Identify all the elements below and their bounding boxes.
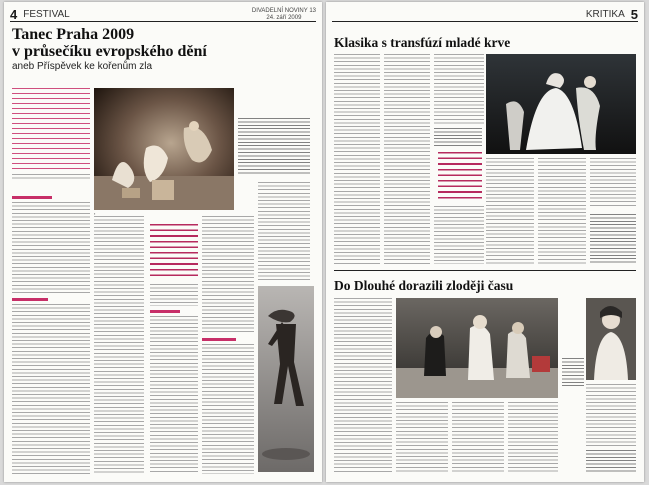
photo-caption bbox=[238, 118, 310, 176]
theatre-photo-art bbox=[396, 298, 558, 398]
body-column-5b bbox=[586, 384, 636, 446]
lead-paragraph bbox=[12, 88, 90, 170]
left-page bbox=[4, 2, 322, 482]
body-column-6a bbox=[590, 158, 636, 208]
stage-photo bbox=[94, 88, 234, 210]
subheading-bar bbox=[12, 196, 52, 199]
body-column-4 bbox=[486, 158, 534, 264]
ballet-photo-art bbox=[486, 54, 636, 154]
stage-photo-art bbox=[94, 88, 234, 210]
article-divider bbox=[334, 270, 636, 271]
body-column-2b bbox=[396, 402, 448, 474]
dancer-photo-art bbox=[258, 286, 314, 472]
credits-box bbox=[590, 214, 636, 264]
actor-photo-art bbox=[586, 298, 636, 380]
body-column-2 bbox=[94, 216, 144, 474]
left-page-header bbox=[10, 8, 316, 22]
photo-caption bbox=[562, 358, 584, 388]
masthead-title: DIVADELNÍ NOVINY 13 bbox=[251, 8, 316, 14]
subheading-bar bbox=[150, 310, 180, 313]
body-column-1b bbox=[334, 298, 392, 474]
body-column-3b bbox=[434, 206, 484, 264]
body-column-3a bbox=[150, 284, 198, 306]
body-column-4b bbox=[202, 344, 254, 474]
credits-box bbox=[586, 450, 636, 474]
subheadline: aneb Příspěvek ke kořenům zla bbox=[12, 61, 153, 72]
right-page bbox=[326, 2, 644, 482]
body-column-3b bbox=[150, 316, 198, 474]
body-column-5 bbox=[538, 158, 586, 264]
headline-line-2: v průsečíku evropského dění bbox=[12, 43, 207, 60]
section-label: FESTIVAL bbox=[23, 9, 70, 20]
body-column-1 bbox=[334, 54, 380, 264]
pull-quote bbox=[438, 152, 482, 202]
article-headline-top: Klasika s transfúzí mladé krve bbox=[334, 35, 511, 50]
body-column-5a bbox=[258, 182, 310, 282]
photo-caption bbox=[434, 128, 482, 146]
page-number: 5 bbox=[630, 7, 638, 22]
page-number: 4 bbox=[10, 7, 18, 22]
body-column-1a bbox=[12, 202, 90, 294]
right-page-header bbox=[332, 8, 638, 22]
body-column-4a bbox=[202, 216, 254, 334]
theatre-photo bbox=[396, 298, 558, 398]
subheading-bar bbox=[12, 298, 48, 301]
body-column-1b bbox=[12, 304, 90, 474]
actor-photo bbox=[586, 298, 636, 380]
body-column-3a bbox=[434, 54, 484, 124]
newspaper-spread bbox=[4, 2, 645, 482]
body-column-4b bbox=[508, 402, 558, 474]
body-column-2 bbox=[384, 54, 430, 264]
pull-quote bbox=[150, 224, 198, 278]
dancer-photo bbox=[258, 286, 314, 472]
main-headline bbox=[12, 27, 312, 72]
article-headline-bottom: Do Dlouhé dorazili zloději času bbox=[334, 278, 514, 293]
masthead bbox=[252, 8, 316, 21]
photo-credit: ▪ bbox=[94, 211, 96, 216]
subheading-bar bbox=[202, 338, 236, 341]
ballet-photo bbox=[486, 54, 636, 154]
body-column-3c bbox=[452, 402, 504, 474]
author-line bbox=[12, 174, 90, 180]
section-label: KRITIKA bbox=[585, 9, 625, 20]
masthead-date: 24. září 2009 bbox=[266, 15, 302, 21]
headline-line-1: Tanec Praha 2009 bbox=[12, 26, 135, 43]
